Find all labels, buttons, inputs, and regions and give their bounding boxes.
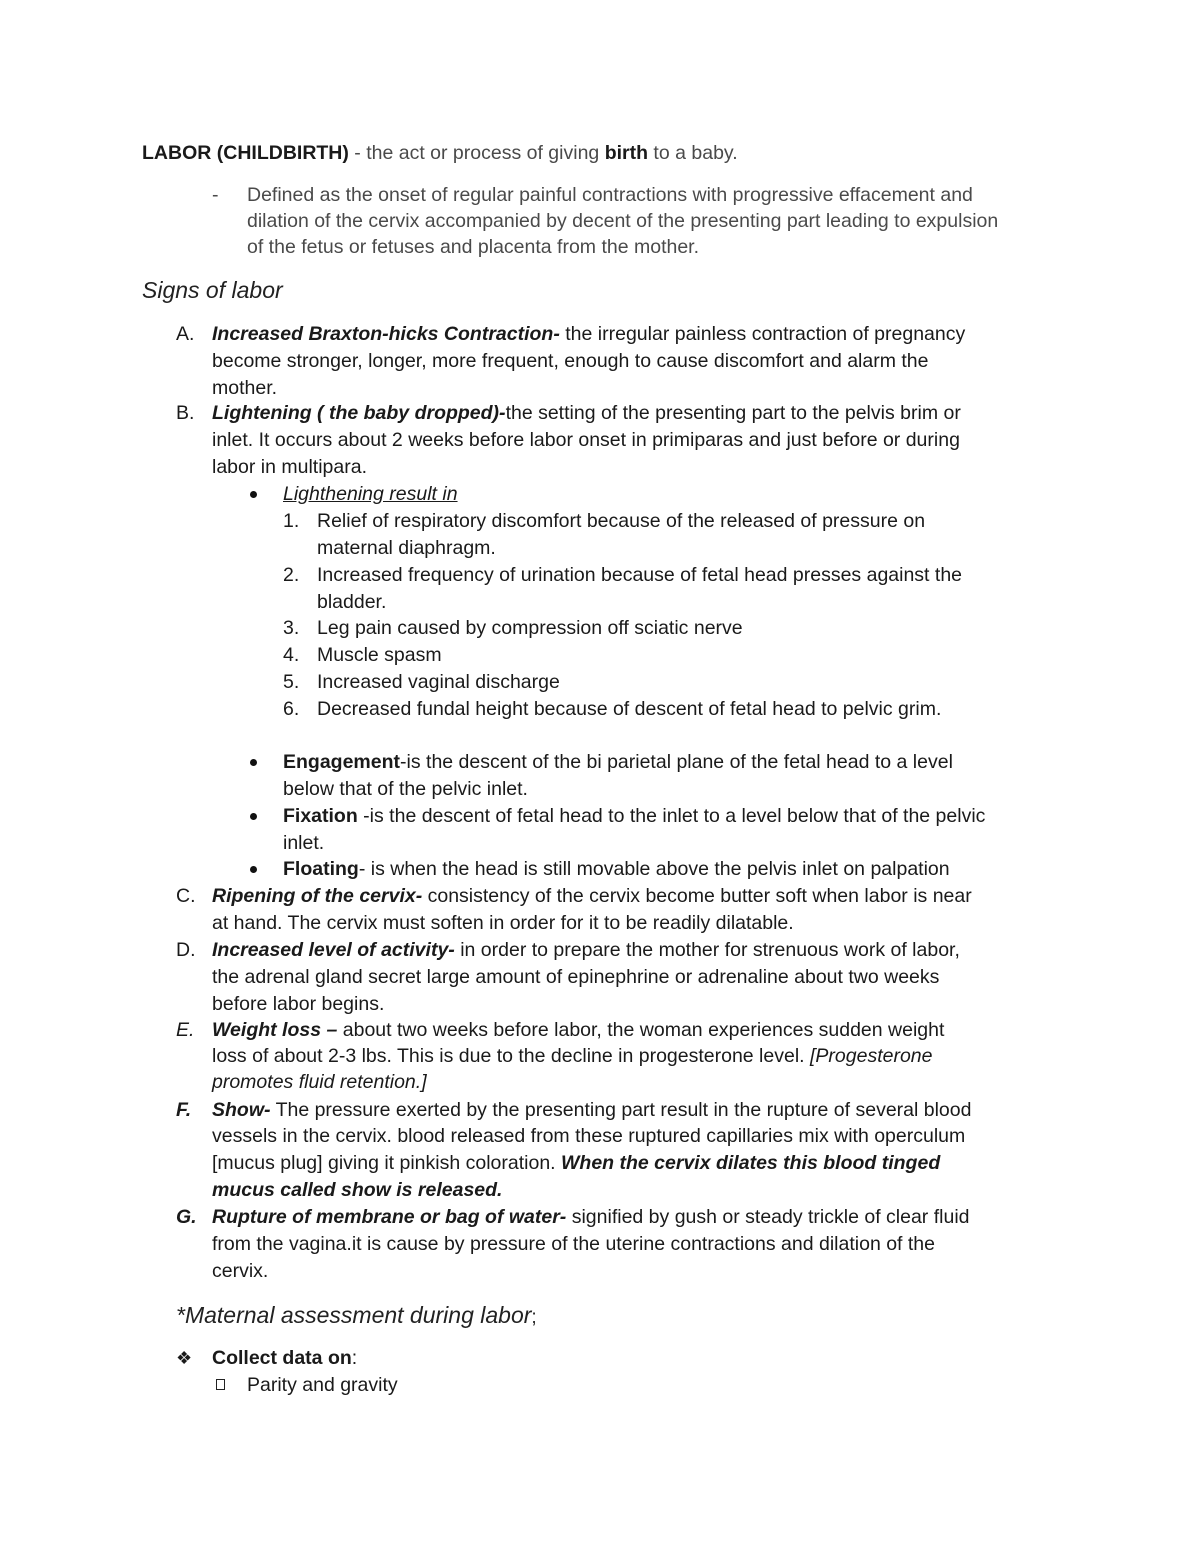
item-b-line-3: labor in multipara. (212, 456, 367, 478)
collect-data-label (212, 1345, 357, 1372)
item-f-marker: F. (176, 1099, 192, 1121)
intro-line-1: Defined as the onset of regular painful contractions with progressive effacement and (247, 184, 973, 206)
bullet-icon (250, 866, 257, 873)
fixation-line-1 (283, 803, 985, 830)
item-b-line-1 (212, 400, 961, 427)
result-line: Leg pain caused by compression off sciatic nerve (317, 617, 743, 639)
item-d-line-1 (212, 937, 960, 964)
dash-marker: - (212, 184, 219, 206)
labor-term: LABOR (CHILDBIRTH) (142, 142, 349, 164)
item-e-text-2: loss of about 2-3 lbs. This is due to the decline in progesterone level. (212, 1045, 810, 1067)
item-f-line-3 (212, 1150, 940, 1177)
collect-data-text: Collect data on (212, 1347, 352, 1369)
item-b-text: the setting of the presenting part to the pelvis brim or (505, 402, 961, 424)
fixation-title: Fixation (283, 805, 358, 827)
bullet-icon (250, 759, 257, 766)
result-number: 6. (283, 698, 300, 720)
maternal-heading (176, 1300, 537, 1333)
result-line: maternal diaphragm. (317, 537, 496, 559)
item-c-line-1 (212, 883, 972, 910)
item-e-line-1 (212, 1017, 944, 1044)
item-g-line-1 (212, 1204, 970, 1231)
item-f-text-3: [mucus plug] giving it pinkish coloration. (212, 1152, 562, 1174)
item-f-line-4: mucus called show is released. (212, 1179, 503, 1201)
item-a-line-2: become stronger, longer, more frequent, enough to cause discomfort and alarm the (212, 350, 929, 372)
item-g-text: signified by gush or steady trickle of clear fluid (566, 1206, 970, 1228)
bullet-icon (250, 813, 257, 820)
intro-line-3: of the fetus or fetuses and placenta from the mother. (247, 236, 700, 258)
item-e-note: [Progesterone (810, 1045, 933, 1067)
square-bullet-icon (216, 1379, 225, 1390)
item-e-marker: E. (176, 1019, 195, 1041)
item-d-line-3: before labor begins. (212, 993, 385, 1015)
item-a-title: Increased Braxton-hicks Contraction- (212, 323, 560, 345)
intro-definition (142, 140, 738, 167)
item-b-marker: B. (176, 402, 195, 424)
collect-data-suffix: : (351, 1347, 358, 1369)
item-g-line-2: from the vagina.it is cause by pressure of the uterine contractions and dilation of the (212, 1233, 935, 1255)
item-a-line-3: mother. (212, 377, 278, 399)
item-b-line-2: inlet. It occurs about 2 weeks before labor onset in primiparas and just before or during (212, 429, 960, 451)
item-g-marker: G. (176, 1206, 197, 1228)
item-a-text: the irregular painless contraction of pregnancy (559, 323, 966, 345)
item-f-line-2: vessels in the cervix. blood released from these ruptured capillaries mix with operculum (212, 1125, 966, 1147)
item-f-line-1 (212, 1097, 971, 1124)
result-number: 4. (283, 644, 300, 666)
item-e-line-2 (212, 1043, 933, 1070)
result-line: Decreased fundal height because of descent of fetal head to pelvic grim. (317, 698, 942, 720)
item-f-text: The pressure exerted by the presenting part result in the rupture of several blood (270, 1099, 972, 1121)
result-line: Muscle spasm (317, 644, 442, 666)
item-g-line-3: cervix. (212, 1260, 269, 1282)
lightening-result-heading: Lighthening result in (283, 483, 458, 505)
item-d-marker: D. (176, 939, 196, 961)
item-d-title: Increased level of activity- (212, 939, 455, 961)
item-c-title: Ripening of the cervix- (212, 885, 423, 907)
engagement-line-2: below that of the pelvic inlet. (283, 778, 528, 800)
engagement-text: -is the descent of the bi parietal plane of the fetal head to a level (400, 751, 953, 773)
intro-def-c: to a baby. (648, 142, 738, 164)
result-number: 5. (283, 671, 300, 693)
item-b-title: Lightening ( the baby dropped)- (212, 402, 506, 424)
intro-def-birth: birth (604, 142, 649, 164)
result-line: Increased vaginal discharge (317, 671, 560, 693)
item-f-title: Show- (212, 1099, 271, 1121)
item-d-text: in order to prepare the mother for strenuous work of labor, (454, 939, 960, 961)
engagement-line-1 (283, 749, 953, 776)
item-c-line-2: at hand. The cervix must soften in order for it to be readily dilatable. (212, 912, 794, 934)
floating-title: Floating (283, 858, 359, 880)
intro-line-2: dilation of the cervix accompanied by decent of the presenting part leading to expulsion (247, 210, 999, 232)
result-number: 3. (283, 617, 300, 639)
maternal-heading-suffix: ; (531, 1307, 537, 1328)
result-line: Relief of respiratory discomfort because of the released of pressure on (317, 510, 926, 532)
bullet-icon (250, 491, 257, 498)
floating-line-1 (283, 856, 950, 883)
intro-def-a: - the act or process of giving (348, 142, 605, 164)
parity-gravity-item: Parity and gravity (247, 1374, 398, 1396)
result-line: Increased frequency of urination because of fetal head presses against the (317, 564, 963, 586)
result-line: bladder. (317, 591, 387, 613)
diamond-bullet-icon: ❖ (176, 1348, 193, 1368)
item-e-text: about two weeks before labor, the woman experiences sudden weight (337, 1019, 945, 1041)
signs-heading: Signs of labor (142, 277, 283, 303)
fixation-line-2: inlet. (283, 832, 325, 854)
result-number: 1. (283, 510, 300, 532)
item-c-marker: C. (176, 885, 196, 907)
item-d-line-2: the adrenal gland secret large amount of epinephrine or adrenaline about two weeks (212, 966, 940, 988)
maternal-heading-text: *Maternal assessment during labor (176, 1302, 532, 1328)
item-a-line-1 (212, 321, 965, 348)
floating-text: - is when the head is still movable above the pelvis inlet on palpation (358, 858, 950, 880)
item-e-title: Weight loss – (212, 1019, 338, 1041)
item-a-marker: A. (176, 323, 195, 345)
engagement-title: Engagement (283, 751, 401, 773)
fixation-text: -is the descent of fetal head to the inlet to a level below that of the pelvic (357, 805, 986, 827)
item-e-line-3: promotes fluid retention.] (212, 1071, 427, 1093)
item-g-title: Rupture of membrane or bag of water- (212, 1206, 567, 1228)
result-number: 2. (283, 564, 300, 586)
item-c-text: consistency of the cervix become butter soft when labor is near (422, 885, 972, 907)
item-f-emphasis: When the cervix dilates this blood tinged (561, 1152, 941, 1174)
